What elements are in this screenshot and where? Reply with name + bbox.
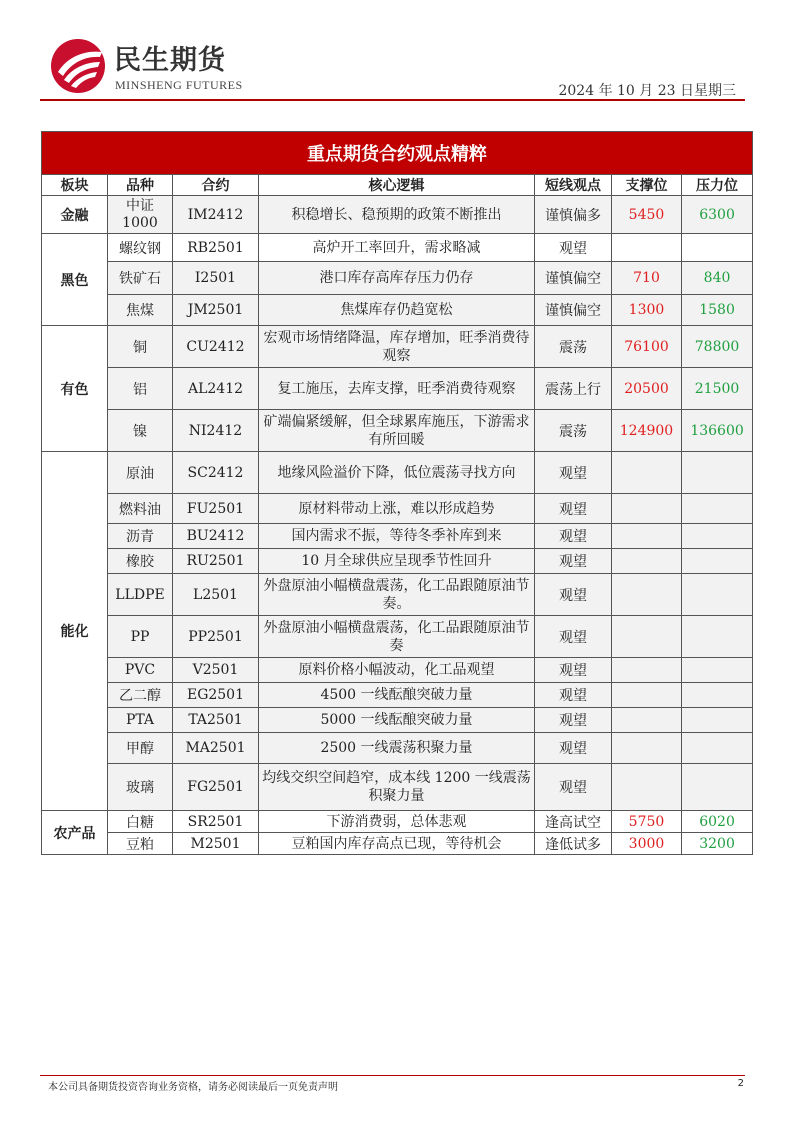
table-row: [42, 326, 753, 368]
support-cell: 124900: [612, 410, 682, 452]
variety-cell: 铜: [108, 326, 173, 368]
logic-cell: 外盘原油小幅横盘震荡，化工品跟随原油节奏: [259, 616, 535, 658]
support-cell: [612, 549, 682, 574]
view-cell: 观望: [535, 683, 612, 708]
support-cell: [612, 708, 682, 733]
page-number: 2: [737, 1078, 744, 1089]
view-cell: 观望: [535, 764, 612, 811]
resistance-cell: 1580: [682, 295, 753, 326]
contract-cell: TA2501: [173, 708, 259, 733]
logic-cell: 港口库存高库存压力仍存: [259, 262, 535, 295]
resistance-cell: [682, 708, 753, 733]
table-row: [42, 524, 753, 549]
logic-cell: 原料价格小幅波动，化工品观望: [259, 658, 535, 683]
variety-cell: 中证1000: [108, 196, 173, 234]
variety-cell: 铁矿石: [108, 262, 173, 295]
resistance-cell: [682, 524, 753, 549]
sector-label: 农产品: [42, 811, 108, 855]
resistance-cell: [682, 549, 753, 574]
table-row: [42, 410, 753, 452]
variety-cell: 原油: [108, 452, 173, 494]
logic-cell: 积稳增长、稳预期的政策不断推出: [259, 196, 535, 234]
column-header: 核心逻辑: [259, 175, 535, 196]
column-header: 品种: [108, 175, 173, 196]
logic-cell: 地缘风险溢价下降，低位震荡寻找方向: [259, 452, 535, 494]
view-cell: 逢高试空: [535, 811, 612, 833]
support-cell: [612, 574, 682, 616]
variety-cell: 白糖: [108, 811, 173, 833]
resistance-cell: 136600: [682, 410, 753, 452]
resistance-cell: [682, 234, 753, 262]
resistance-cell: 840: [682, 262, 753, 295]
disclaimer-text: 本公司具备期货投资咨询业务资格，请务必阅读最后一页免责声明: [48, 1082, 338, 1093]
resistance-cell: [682, 683, 753, 708]
contract-cell: FG2501: [173, 764, 259, 811]
resistance-cell: [682, 494, 753, 524]
minsheng-logo-icon: [50, 38, 106, 94]
support-cell: 5450: [612, 196, 682, 234]
table-row: [42, 658, 753, 683]
column-header: 支撑位: [612, 175, 682, 196]
contract-cell: SC2412: [173, 452, 259, 494]
table-row: [42, 368, 753, 410]
header-divider: [40, 99, 745, 101]
view-cell: 观望: [535, 524, 612, 549]
resistance-cell: 3200: [682, 833, 753, 855]
resistance-cell: 78800: [682, 326, 753, 368]
logic-cell: 均线交织空间趋窄，成本线 1200 一线震荡积聚力量: [259, 764, 535, 811]
column-header: 短线观点: [535, 175, 612, 196]
view-cell: 谨慎偏多: [535, 196, 612, 234]
contract-cell: PP2501: [173, 616, 259, 658]
contract-cell: EG2501: [173, 683, 259, 708]
logic-cell: 外盘原油小幅横盘震荡，化工品跟随原油节奏。: [259, 574, 535, 616]
column-header: 板块: [42, 175, 108, 196]
support-cell: 20500: [612, 368, 682, 410]
resistance-cell: 6020: [682, 811, 753, 833]
company-name-en: MINSHENG FUTURES: [115, 78, 243, 92]
variety-cell: 螺纹钢: [108, 234, 173, 262]
resistance-cell: [682, 574, 753, 616]
logic-cell: 5000 一线酝酿突破力量: [259, 708, 535, 733]
contract-cell: AL2412: [173, 368, 259, 410]
contract-cell: L2501: [173, 574, 259, 616]
contract-cell: SR2501: [173, 811, 259, 833]
column-header: 合约: [173, 175, 259, 196]
support-cell: 710: [612, 262, 682, 295]
variety-cell: 焦煤: [108, 295, 173, 326]
view-cell: 观望: [535, 616, 612, 658]
table-row: [42, 574, 753, 616]
table-row: [42, 616, 753, 658]
view-cell: 谨慎偏空: [535, 295, 612, 326]
support-cell: 76100: [612, 326, 682, 368]
table-row: [42, 708, 753, 733]
logic-cell: 4500 一线酝酿突破力量: [259, 683, 535, 708]
table-row: [42, 733, 753, 764]
support-cell: [612, 683, 682, 708]
support-cell: 1300: [612, 295, 682, 326]
contract-cell: V2501: [173, 658, 259, 683]
logic-cell: 复工施压，去库支撑，旺季消费待观察: [259, 368, 535, 410]
support-cell: [612, 616, 682, 658]
support-cell: 5750: [612, 811, 682, 833]
support-cell: [612, 764, 682, 811]
variety-cell: PVC: [108, 658, 173, 683]
logic-cell: 10 月全球供应呈现季节性回升: [259, 549, 535, 574]
resistance-cell: [682, 658, 753, 683]
support-cell: [612, 452, 682, 494]
view-cell: 震荡: [535, 410, 612, 452]
variety-cell: 甲醇: [108, 733, 173, 764]
logic-cell: 高炉开工率回升，需求略减: [259, 234, 535, 262]
sector-label: 能化: [42, 452, 108, 811]
resistance-cell: [682, 733, 753, 764]
logic-cell: 豆粕国内库存高点已现，等待机会: [259, 833, 535, 855]
view-cell: 观望: [535, 574, 612, 616]
table-row: [42, 549, 753, 574]
table-row: [42, 833, 753, 855]
sector-label: 金融: [42, 196, 108, 234]
futures-view-table: [41, 131, 753, 855]
support-cell: [612, 494, 682, 524]
contract-cell: NI2412: [173, 410, 259, 452]
contract-cell: M2501: [173, 833, 259, 855]
logic-cell: 焦煤库存仍趋宽松: [259, 295, 535, 326]
variety-cell: LLDPE: [108, 574, 173, 616]
view-cell: 观望: [535, 234, 612, 262]
contract-cell: MA2501: [173, 733, 259, 764]
resistance-cell: [682, 616, 753, 658]
company-name-cn: 民生期货: [114, 45, 226, 76]
logic-cell: 原材料带动上涨，难以形成趋势: [259, 494, 535, 524]
resistance-cell: [682, 764, 753, 811]
view-cell: 观望: [535, 549, 612, 574]
table-row: [42, 494, 753, 524]
variety-cell: 乙二醇: [108, 683, 173, 708]
support-cell: [612, 733, 682, 764]
view-cell: 逢低试多: [535, 833, 612, 855]
view-cell: 观望: [535, 452, 612, 494]
table-row: [42, 811, 753, 833]
sector-label: 黑色: [42, 234, 108, 326]
logic-cell: 国内需求不振，等待冬季补库到来: [259, 524, 535, 549]
contract-cell: FU2501: [173, 494, 259, 524]
support-cell: [612, 658, 682, 683]
variety-cell: 铝: [108, 368, 173, 410]
contract-cell: BU2412: [173, 524, 259, 549]
view-cell: 观望: [535, 494, 612, 524]
table-row: [42, 295, 753, 326]
logic-cell: 2500 一线震荡积聚力量: [259, 733, 535, 764]
resistance-cell: 21500: [682, 368, 753, 410]
variety-cell: 燃料油: [108, 494, 173, 524]
view-cell: 谨慎偏空: [535, 262, 612, 295]
support-cell: 3000: [612, 833, 682, 855]
variety-cell: 橡胶: [108, 549, 173, 574]
contract-cell: RU2501: [173, 549, 259, 574]
resistance-cell: 6300: [682, 196, 753, 234]
view-cell: 观望: [535, 658, 612, 683]
logic-cell: 矿端偏紧缓解，但全球累库施压，下游需求有所回暖: [259, 410, 535, 452]
view-cell: 震荡上行: [535, 368, 612, 410]
view-cell: 震荡: [535, 326, 612, 368]
contract-cell: JM2501: [173, 295, 259, 326]
table-row: [42, 196, 753, 234]
variety-cell: 沥青: [108, 524, 173, 549]
variety-cell: PP: [108, 616, 173, 658]
support-cell: [612, 524, 682, 549]
table-row: [42, 262, 753, 295]
resistance-cell: [682, 452, 753, 494]
variety-cell: PTA: [108, 708, 173, 733]
table-row: [42, 234, 753, 262]
view-cell: 观望: [535, 733, 612, 764]
variety-cell: 镍: [108, 410, 173, 452]
logic-cell: 宏观市场情绪降温，库存增加，旺季消费待观察: [259, 326, 535, 368]
variety-cell: 豆粕: [108, 833, 173, 855]
contract-cell: CU2412: [173, 326, 259, 368]
table-row: [42, 683, 753, 708]
table-title: 重点期货合约观点精粹: [42, 132, 753, 175]
page-header: [0, 0, 794, 100]
contract-cell: RB2501: [173, 234, 259, 262]
sector-label: 有色: [42, 326, 108, 452]
variety-cell: 玻璃: [108, 764, 173, 811]
contract-cell: I2501: [173, 262, 259, 295]
logic-cell: 下游消费弱，总体悲观: [259, 811, 535, 833]
column-header: 压力位: [682, 175, 753, 196]
view-cell: 观望: [535, 708, 612, 733]
support-cell: [612, 234, 682, 262]
table-row: [42, 764, 753, 811]
footer-divider: [40, 1075, 745, 1076]
table-row: [42, 452, 753, 494]
report-date: 2024 年 10 月 23 日星期三: [558, 83, 736, 99]
contract-cell: IM2412: [173, 196, 259, 234]
